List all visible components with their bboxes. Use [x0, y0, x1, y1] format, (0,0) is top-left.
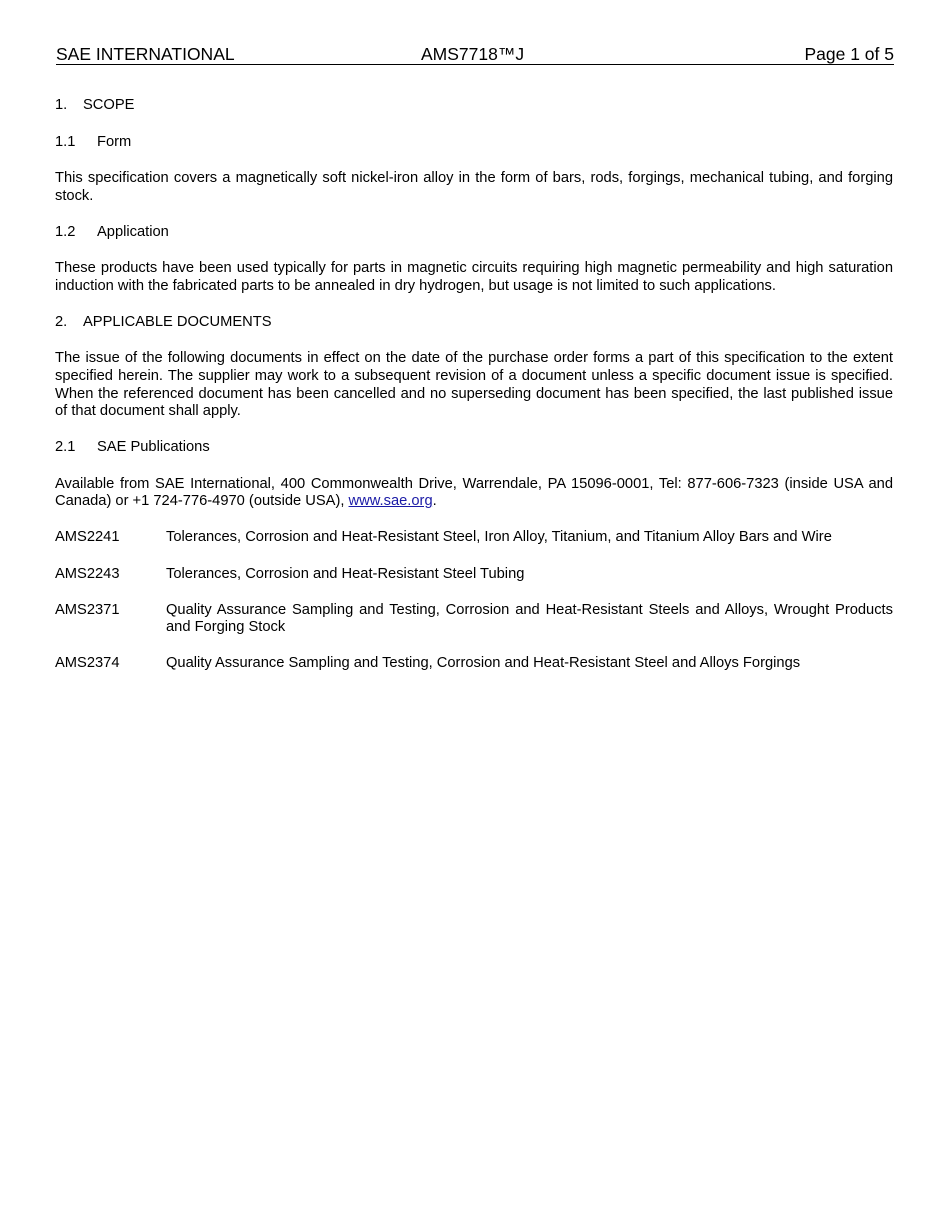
- reference-code: AMS2371: [55, 601, 120, 618]
- section-2-heading: [55, 314, 893, 332]
- reference-item: [55, 529, 893, 547]
- reference-title: Quality Assurance Sampling and Testing, Corrosion and Heat-Resistant Steels and Alloys, Wrought Products and Forging Stock: [166, 601, 893, 636]
- reference-code: AMS2243: [55, 565, 120, 582]
- section-number: 1.2: [55, 223, 76, 240]
- section-number: 2.: [55, 313, 68, 330]
- header-page-number: Page 1 of 5: [804, 44, 894, 64]
- reference-item: [55, 602, 893, 637]
- reference-title: Tolerances, Corrosion and Heat-Resistant Steel Tubing: [166, 565, 525, 582]
- section-title: Form: [97, 133, 132, 150]
- reference-code: AMS2241: [55, 529, 120, 546]
- availability-text-end: .: [432, 493, 437, 510]
- section-number: 1.: [55, 97, 68, 113]
- section-title: APPLICABLE DOCUMENTS: [83, 313, 272, 330]
- reference-title: Tolerances, Corrosion and Heat-Resistant Steel, Iron Alloy, Titanium, and Titanium Alloy Bars and Wire: [166, 529, 832, 546]
- header-organization: SAE INTERNATIONAL: [56, 44, 235, 64]
- section-title: Application: [97, 223, 169, 240]
- reference-item: [55, 655, 893, 673]
- reference-code: AMS2374: [55, 655, 120, 672]
- reference-item: [55, 566, 893, 584]
- section-title: SCOPE: [83, 97, 135, 113]
- document-body: [55, 97, 893, 673]
- section-title: SAE Publications: [97, 439, 210, 456]
- section-1-1-heading: [55, 134, 893, 152]
- availability-text: Available from SAE International, 400 Commonwealth Drive, Warrendale, PA 15096-0001, Tel: 877-606-7323 (inside USA and Canada) or +1 724-776-4970 (outside USA),: [55, 475, 893, 510]
- sae-website-link[interactable]: www.sae.org: [348, 493, 433, 510]
- section-2-1-heading: [55, 439, 893, 457]
- section-1-2-paragraph: These products have been used typically for parts in magnetic circuits requiring high magnetic permeability and high saturation induction with the fabricated parts to be annealed in dry hydrogen, but usage is not limited to such applications.: [55, 260, 893, 294]
- section-2-paragraph: The issue of the following documents in effect on the date of the purchase order forms a part of this specification to the extent specified herein. The supplier may work to a subsequent revision of a document unless a specific document issue is specified. When the referenced document has been cancelled and no superseding document has been specified, the last published issue of that document shall apply.: [55, 350, 893, 420]
- header-document-id: AMS7718™J: [421, 44, 525, 64]
- section-number: 1.1: [55, 133, 76, 150]
- section-1-heading: [55, 97, 893, 115]
- section-number: 2.1: [55, 439, 76, 456]
- page-header: [56, 44, 894, 65]
- section-2-1-paragraph: [55, 476, 893, 511]
- section-1-1-paragraph: This specification covers a magnetically soft nickel-iron alloy in the form of bars, rods, forgings, mechanical tubing, and forging stock.: [55, 170, 893, 204]
- section-1-2-heading: [55, 224, 893, 242]
- reference-title: Quality Assurance Sampling and Testing, Corrosion and Heat-Resistant Steel and Alloys Forgings: [166, 655, 801, 672]
